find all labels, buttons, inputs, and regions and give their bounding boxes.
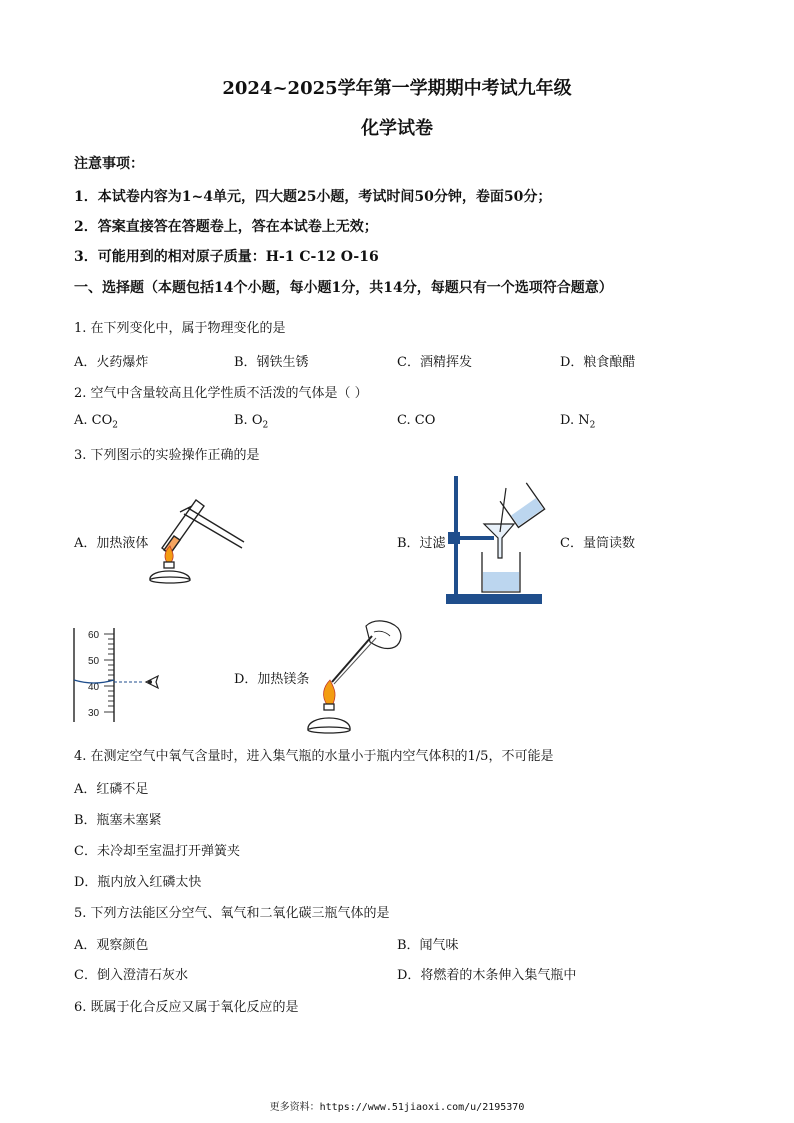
cylinder-tick-30: 30 xyxy=(88,708,100,719)
q4-option-b: B．瓶塞未塞紧 xyxy=(74,813,162,828)
q2-option-a: A. $CO_2$ xyxy=(74,413,118,431)
q1-option-d: D．粮食酿醋 xyxy=(560,355,636,370)
question-3-stem: 3. 下列图示的实验操作正确的是 xyxy=(74,448,260,463)
heating-liquid-illustration xyxy=(140,492,250,584)
graduated-cylinder-illustration xyxy=(70,626,170,724)
q5-option-c: C．倒入澄清石灰水 xyxy=(74,968,188,983)
page-subtitle: 化学试卷 xyxy=(361,118,433,139)
q5-option-a: A．观察颜色 xyxy=(74,938,149,953)
q2-option-b: B. $O_2$ xyxy=(234,413,269,431)
page-title: 2024~2025学年第一学期期中考试九年级 xyxy=(222,78,572,99)
eye-icon xyxy=(146,676,158,688)
q3-option-a: A．加热液体 xyxy=(74,536,149,551)
note-item-3: 3．可能用到的相对原子质量：H-1 C-12 O-16 xyxy=(74,249,379,265)
cylinder-tick-40: 40 xyxy=(88,682,100,693)
q4-option-c: C．未冷却至室温打开弹簧夹 xyxy=(74,844,240,859)
q4-option-a: A．红磷不足 xyxy=(74,782,149,797)
note-item-1: 1．本试卷内容为1~4单元，四大题25小题，考试时间50分钟，卷面50分； xyxy=(74,189,552,205)
question-1-stem: 1. 在下列变化中，属于物理变化的是 xyxy=(74,321,286,336)
q3-option-d: D．加热镁条 xyxy=(234,672,310,687)
heating-magnesium-illustration xyxy=(304,616,408,734)
q4-option-d: D．瓶内放入红磷太快 xyxy=(74,875,202,890)
q3-option-c: C．量筒读数 xyxy=(560,536,635,551)
footer-link[interactable]: 更多资料：https://www.51jiaoxi.com/u/2195370 xyxy=(269,1102,525,1113)
cylinder-tick-50: 50 xyxy=(88,656,100,667)
cylinder-tick-60: 60 xyxy=(88,630,100,641)
q5-option-d: D．将燃着的木条伸入集气瓶中 xyxy=(397,968,577,983)
q3-option-b: B．过滤 xyxy=(397,536,446,551)
section-heading: 一、选择题（本题包括14个小题，每小题1分，共14分，每题只有一个选项符合题意） xyxy=(74,280,613,296)
question-5-stem: 5. 下列方法能区分空气、氧气和二氧化碳三瓶气体的是 xyxy=(74,906,390,921)
q2-option-c: C. CO xyxy=(397,413,436,428)
question-2-stem: 2. 空气中含量较高且化学性质不活泼的气体是（ ） xyxy=(74,386,368,401)
notes-heading: 注意事项： xyxy=(74,156,144,172)
q1-option-c: C．酒精挥发 xyxy=(397,355,472,370)
filtration-illustration xyxy=(444,474,548,606)
question-6-stem: 6. 既属于化合反应又属于氧化反应的是 xyxy=(74,1000,299,1015)
q5-option-b: B．闻气味 xyxy=(397,938,459,953)
q2-option-d: D. $N_2$ xyxy=(560,413,596,431)
question-4-stem: 4. 在测定空气中氧气含量时，进入集气瓶的水量小于瓶内空气体积的1/5，不可能是 xyxy=(74,749,554,764)
note-item-2: 2．答案直接答在答题卷上，答在本试卷上无效； xyxy=(74,219,378,235)
q1-option-a: A．火药爆炸 xyxy=(74,355,149,370)
q1-option-b: B．钢铁生锈 xyxy=(234,355,309,370)
